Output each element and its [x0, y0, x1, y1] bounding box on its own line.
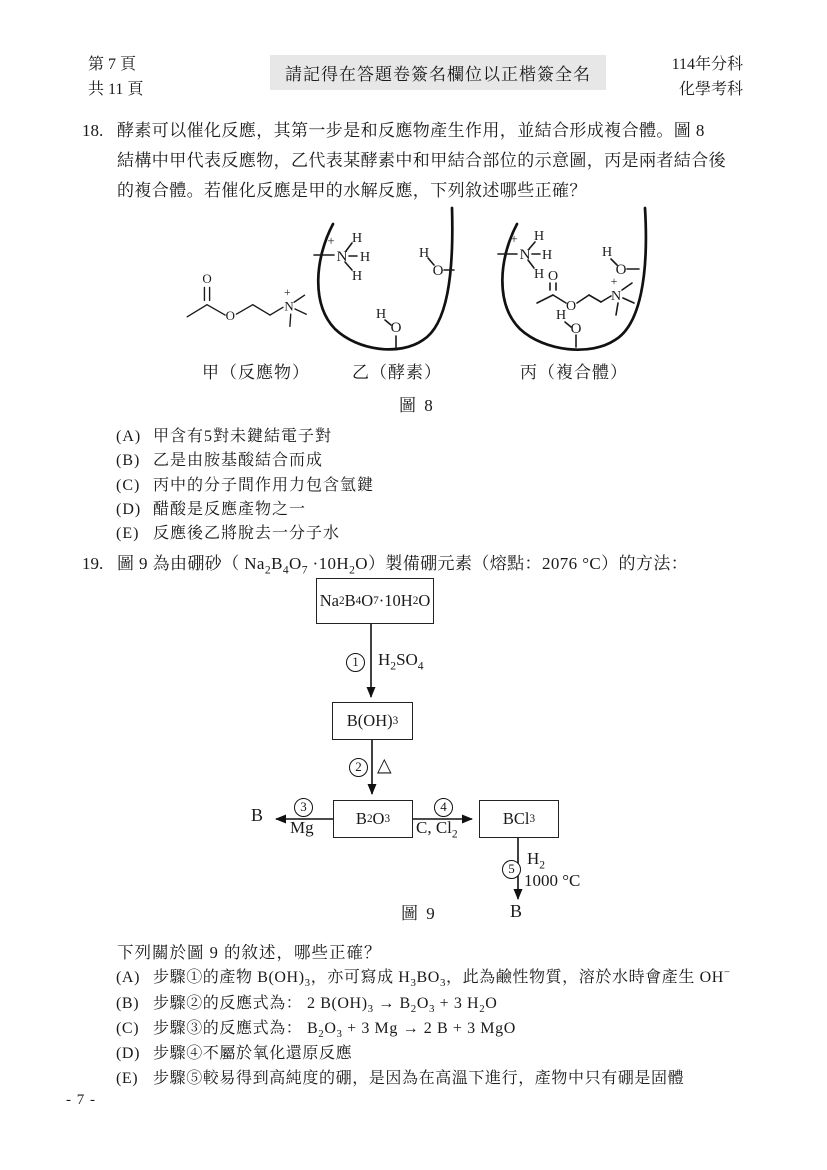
option-label: (A): [116, 969, 141, 987]
signature-notice: 請記得在答題卷簽名欄位以正楷簽全名: [270, 55, 606, 90]
option-row-c: [116, 1016, 731, 1041]
option-text: 步驟③的反應式為： $B_2O_3 + 3$ Mg → 2 B + 3 MgO: [153, 1019, 516, 1041]
condition-1000c: 1000 °C: [524, 871, 581, 890]
box-boron-oxide: B 2 O 3: [333, 800, 413, 838]
hydrogen-label: H: [351, 269, 363, 284]
question-18-text: 酵素可以催化反應，其第一步是和反應物產生作用，並結合形成複合體。圖 8 結構中甲代表反應物，乙代表某酵素中和甲結合部位的示意圖，丙是兩者結合後 的複合體。若催化反應是甲的水解反應，下列敘述哪些正確？: [117, 121, 726, 200]
structure-jia-reactant: [180, 265, 310, 347]
nitrogen-label: N: [519, 247, 531, 263]
oxygen-label: O: [615, 262, 627, 278]
hydrogen-label: H: [359, 250, 371, 265]
oxygen-label: O: [570, 321, 582, 337]
product-boron-bottom: B: [510, 901, 523, 921]
hydrogen-label: H: [375, 307, 387, 322]
option-label: (E): [116, 1070, 139, 1088]
option-row-d: [116, 498, 374, 522]
page-indicator-line2: 共 11 頁: [88, 81, 144, 98]
flowchart-arrows: [0, 578, 827, 933]
step-5-badge: 5: [502, 860, 521, 879]
box-boron-chloride: BCl 3: [479, 800, 559, 838]
figure-9-flowchart: [0, 578, 827, 933]
option-text: 乙是由胺基酸結合而成: [153, 452, 324, 470]
option-row-d: [116, 1041, 731, 1066]
page-indicator-line1: 第 7 頁: [88, 56, 137, 73]
option-row-e: [116, 1066, 731, 1091]
option-label: (E): [116, 525, 140, 543]
carbonyl-oxygen-label: O: [547, 269, 559, 284]
option-label: (A): [116, 428, 142, 445]
hydrogen-label: H: [601, 245, 613, 260]
hydrogen-label: H: [533, 267, 545, 282]
reagent-h2: $H_2$: [527, 849, 546, 872]
box-borax: Na 2 B 4 O 7 ·10H 2 O: [316, 578, 434, 624]
step-2-badge: 2: [349, 758, 368, 777]
carbonyl-oxygen-label: O: [202, 271, 212, 287]
hydrogen-label: H: [533, 229, 545, 244]
footer-page-number: - 7 -: [66, 1092, 96, 1108]
product-boron-left: B: [251, 805, 264, 825]
structure-yi-enzyme: [300, 198, 472, 360]
question-19-options: [116, 940, 731, 1092]
option-label: (D): [116, 1045, 141, 1063]
question-18-options: [116, 425, 374, 546]
question-19-number: 19.: [82, 554, 104, 573]
option-text: 步驟②的反應式為： 2 $B(OH)_3 \to B_2O_3 + 3$ $H_2O$: [153, 994, 498, 1015]
ester-oxygen-label: O: [225, 308, 235, 324]
step-1-badge: 1: [346, 653, 365, 672]
option-label: (C): [116, 1019, 140, 1037]
exam-title: [672, 52, 743, 102]
option-label: (B): [116, 452, 141, 470]
option-text: 丙中的分子間作用力包含氫鍵: [153, 476, 375, 494]
exam-year: 114年分科: [671, 56, 743, 73]
option-label: (D): [116, 500, 142, 518]
bing-label: 丙（複合體）: [520, 363, 628, 382]
hydrogen-label: H: [541, 248, 553, 263]
option-text: 步驟④不屬於氧化還原反應: [153, 1045, 353, 1063]
nitrogen-label: N: [284, 298, 294, 314]
nitrogen-label: N: [336, 249, 348, 265]
option-row-a: [116, 965, 731, 990]
plus-charge-label: +: [510, 231, 518, 246]
option-row-c: [116, 474, 374, 498]
nitrogen-label: N: [610, 289, 622, 304]
reagent-h2so4: $H_2SO_4$: [378, 650, 424, 673]
step-4-badge: 4: [434, 798, 453, 817]
heat-triangle-icon: △: [377, 754, 392, 776]
reagent-c-cl2: C, $Cl_2$: [416, 818, 458, 841]
option-text: 醋酸是反應產物之一: [153, 500, 307, 518]
option-text: 步驟⑤較易得到高純度的硼，是因為在高溫下進行，產物中只有硼是固體: [153, 1070, 685, 1088]
question-18: [82, 116, 726, 206]
option-text: 步驟①的產物 $B(OH)_3$，亦可寫成 $H_3BO_3$，此為鹼性物質，溶於水時會產生 OH−: [153, 966, 731, 990]
page-indicator: [88, 52, 143, 102]
option-row-a: [116, 425, 374, 449]
hydrogen-label: H: [555, 308, 567, 323]
question-19-sub-question: 下列關於圖 9 的敘述，哪些正確？: [117, 943, 382, 962]
option-label: (C): [116, 476, 141, 494]
figure-8-caption: 圖 8: [399, 396, 435, 415]
oxygen-label: O: [432, 263, 444, 279]
option-row-b: [116, 449, 374, 473]
yi-label: 乙（酵素）: [352, 363, 442, 382]
jia-label: 甲（反應物）: [202, 363, 310, 382]
oxygen-label: O: [390, 320, 402, 336]
question-19: [82, 549, 688, 579]
figure-9-caption: 圖 9: [401, 904, 437, 923]
question-19-text: 圖 9 為由硼砂（ $Na_2B_4O_7 \cdot 10H_2O$）製備硼元素（熔點：2076 °C）的方法：: [117, 554, 689, 577]
plus-charge-label: +: [284, 287, 291, 300]
option-text: 反應後乙將脫去一分子水: [153, 525, 341, 543]
hydrogen-label: H: [351, 231, 363, 246]
ester-oxygen-label: O: [565, 299, 577, 314]
question-18-number: 18.: [82, 121, 104, 140]
exam-subject: 化學考科: [678, 81, 743, 98]
option-row-b: [116, 991, 731, 1016]
option-text: 甲含有5對未鍵結電子對: [153, 428, 333, 445]
option-label: (B): [116, 994, 140, 1012]
figure-8: [0, 195, 827, 421]
reagent-mg: Mg: [290, 818, 314, 837]
hydrogen-label: H: [418, 246, 430, 261]
structure-bing-complex: [487, 198, 667, 360]
option-row-e: [116, 522, 374, 546]
plus-charge-label: +: [610, 274, 618, 288]
box-boric-acid: B(OH) 3: [332, 702, 413, 740]
step-3-badge: 3: [294, 798, 313, 817]
plus-charge-label: +: [327, 233, 335, 248]
